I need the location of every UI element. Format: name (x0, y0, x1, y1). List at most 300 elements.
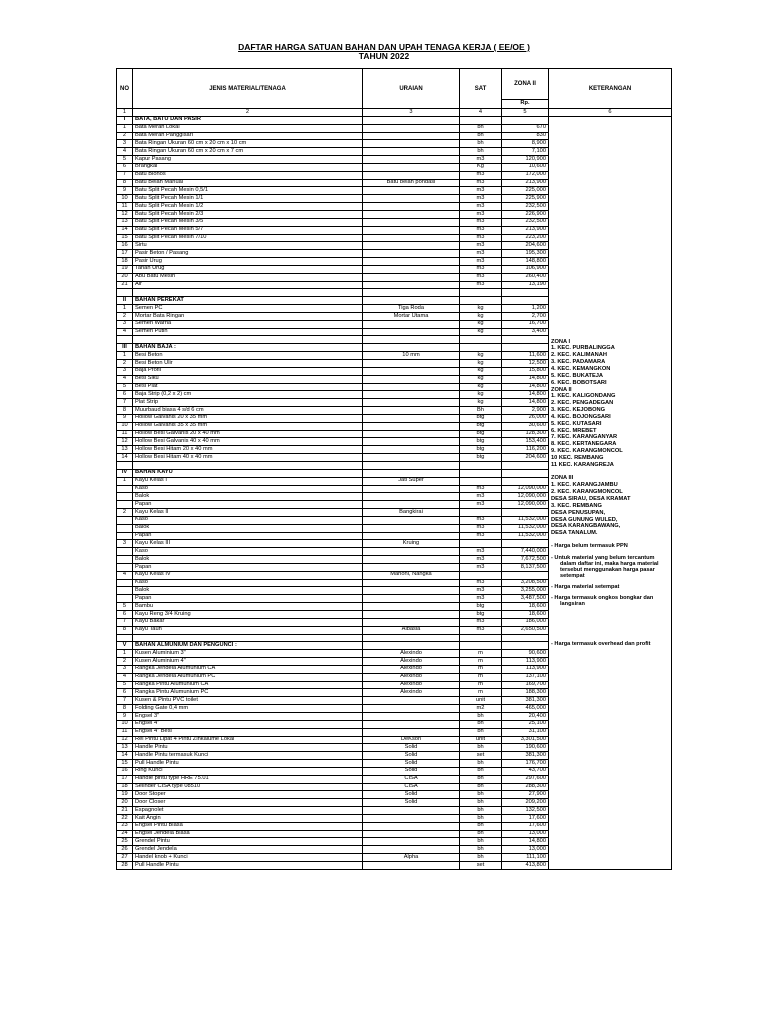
price-value: 2,700 (502, 312, 549, 320)
uraian-value (363, 563, 460, 571)
row-number: 2 (117, 132, 133, 140)
unit-value (460, 344, 502, 352)
uraian-value (363, 469, 460, 477)
row-number: 6 (117, 163, 133, 171)
row-number: 3 (117, 320, 133, 328)
price-value: 2,900 (502, 407, 549, 415)
zona-iii-line: 3. KEC. REMBANG (551, 502, 602, 509)
uraian-value (363, 720, 460, 728)
material-name: Batu Split Pecah Mesin 2/3 (133, 210, 363, 218)
zona-iii-line: DESA PENUSUPAN, (551, 509, 606, 516)
row-number: 4 (117, 673, 133, 681)
unit-value: m3 (460, 485, 502, 493)
material-name: Hollow Besi Galvanis 40 x 40 mm (133, 438, 363, 446)
unit-value: btg (460, 454, 502, 462)
material-name: Besi Siku (133, 375, 363, 383)
uraian-value (363, 556, 460, 564)
zona-i-line: ZONA I (551, 338, 571, 345)
unit-value: bh (460, 846, 502, 854)
column-number-row (117, 109, 672, 117)
colnum-5: 5 (502, 109, 549, 117)
row-number: 5 (117, 603, 133, 611)
uraian-value (363, 814, 460, 822)
material-name: Papan (133, 563, 363, 571)
row-number: 3 (117, 367, 133, 375)
material-name: Bata Merah Lokal (133, 124, 363, 132)
header-keterangan: KETERANGAN (549, 69, 672, 109)
unit-value (460, 116, 502, 124)
unit-value: m3 (460, 187, 502, 195)
material-name (133, 634, 363, 642)
unit-value (460, 469, 502, 477)
material-name: Engsel Jendela Biasa (133, 830, 363, 838)
material-name (133, 289, 363, 297)
uraian-value (363, 242, 460, 250)
uraian-value (363, 618, 460, 626)
uraian-value (363, 524, 460, 532)
unit-value: kg (460, 367, 502, 375)
price-value: 8,900 (502, 140, 549, 148)
material-name: Bambu (133, 603, 363, 611)
material-name: Kaso (133, 579, 363, 587)
row-number: 15 (117, 234, 133, 242)
uraian-value (363, 461, 460, 469)
unit-value (460, 634, 502, 642)
price-value: 148,800 (502, 258, 549, 266)
zona-ii-line: 6. KEC. MREBET (551, 427, 597, 434)
price-value: 169,700 (502, 681, 549, 689)
material-name: Brangkal (133, 163, 363, 171)
price-value (502, 642, 549, 650)
price-value: 3,255,000 (502, 587, 549, 595)
header-sat: SAT (460, 69, 502, 109)
price-value (502, 477, 549, 485)
unit-value: kg (460, 375, 502, 383)
table-header-row (117, 69, 672, 100)
material-name: Kaso (133, 516, 363, 524)
unit-value: m3 (460, 171, 502, 179)
material-name: Grendel Pintu (133, 838, 363, 846)
unit-value: kg (460, 360, 502, 368)
price-value: 172,000 (502, 171, 549, 179)
row-number: 7 (117, 399, 133, 407)
price-value: 14,800 (502, 838, 549, 846)
material-name: Batu Belah Manual (133, 179, 363, 187)
unit-value: m3 (460, 501, 502, 509)
uraian-value (363, 234, 460, 242)
unit-value: bh (460, 728, 502, 736)
row-number (117, 563, 133, 571)
price-value: 120,900 (502, 156, 549, 164)
unit-value: m3 (460, 626, 502, 634)
uraian-value (363, 187, 460, 195)
row-number: 5 (117, 383, 133, 391)
uraian-value (363, 697, 460, 705)
material-name: Handle pintu type HRE 75.01 (133, 775, 363, 783)
uraian-value: Solid (363, 744, 460, 752)
material-name: Espagnolet (133, 807, 363, 815)
material-name: Hollow Galvanis 20 x 35 mm (133, 414, 363, 422)
uraian-value (363, 210, 460, 218)
row-number (117, 493, 133, 501)
material-name: Muurbaud biasa 4 s/d 6 cm (133, 407, 363, 415)
price-value: 14,800 (502, 383, 549, 391)
unit-value: m3 (460, 548, 502, 556)
unit-value: bh (460, 838, 502, 846)
material-name: Kayu Kelas IV (133, 571, 363, 579)
unit-value: bh (460, 767, 502, 775)
uraian-value (363, 116, 460, 124)
row-number: 5 (117, 156, 133, 164)
unit-value: bh (460, 720, 502, 728)
unit-value: kg (460, 320, 502, 328)
price-value: 30,600 (502, 422, 549, 430)
price-value: 670 (502, 124, 549, 132)
unit-value: kg (460, 328, 502, 336)
uraian-value (363, 634, 460, 642)
price-value: 232,500 (502, 218, 549, 226)
price-value: 297,600 (502, 775, 549, 783)
unit-value: m3 (460, 265, 502, 273)
price-value: 17,600 (502, 814, 549, 822)
price-value: 12,090,000 (502, 485, 549, 493)
row-number: 7 (117, 171, 133, 179)
price-table-body (117, 69, 672, 870)
price-value: 176,700 (502, 760, 549, 768)
zona-ii-line: 10 KEC. REMBANG (551, 454, 604, 461)
price-value: 25,100 (502, 720, 549, 728)
uraian-value: CISA (363, 783, 460, 791)
row-number (117, 579, 133, 587)
row-number: 28 (117, 862, 133, 870)
material-name: Baja Profil (133, 367, 363, 375)
material-name: Rangka Jendela Alumunium PC (133, 673, 363, 681)
unit-value: m3 (460, 556, 502, 564)
material-name: Handle Pintu (133, 744, 363, 752)
keterangan-note: - Harga belum termasuk PPN (551, 543, 628, 550)
unit-value: m3 (460, 258, 502, 266)
material-name: Engsel 4" Besi (133, 728, 363, 736)
material-name: Batu Blonos (133, 171, 363, 179)
row-number: 14 (117, 752, 133, 760)
unit-value: set (460, 862, 502, 870)
material-name: Besi Beton (133, 352, 363, 360)
material-name (133, 336, 363, 344)
uraian-value (363, 807, 460, 815)
unit-value: m3 (460, 156, 502, 164)
row-number (117, 532, 133, 540)
price-value (502, 336, 549, 344)
uraian-value (363, 611, 460, 619)
unit-value: m (460, 665, 502, 673)
unit-value: m (460, 658, 502, 666)
material-name: Batu Split Pecah Mesin 3/5 (133, 218, 363, 226)
row-number: 6 (117, 611, 133, 619)
row-number: 12 (117, 736, 133, 744)
material-name: Kapur Pasang (133, 156, 363, 164)
material-name: Balok (133, 493, 363, 501)
row-number: 2 (117, 312, 133, 320)
uraian-value (363, 218, 460, 226)
unit-value: m3 (460, 226, 502, 234)
uraian-value (363, 226, 460, 234)
price-value: 186,000 (502, 618, 549, 626)
uraian-value (363, 367, 460, 375)
row-number (117, 516, 133, 524)
uraian-value: Alexindo (363, 689, 460, 697)
price-value: 11,600 (502, 352, 549, 360)
price-value: 128,300 (502, 430, 549, 438)
row-number: 13 (117, 744, 133, 752)
material-name: Kusen Aluminium 4" (133, 658, 363, 666)
row-number: 16 (117, 767, 133, 775)
material-name: Kayu Taun (133, 626, 363, 634)
material-name: Kayu Kelas III (133, 540, 363, 548)
uraian-value (363, 846, 460, 854)
uraian-value (363, 830, 460, 838)
uraian-value (363, 258, 460, 266)
document-title: DAFTAR HARGA SATUAN BAHAN DAN UPAH TENAGA KERJA ( EE/OE ) (238, 42, 530, 52)
unit-value: m3 (460, 195, 502, 203)
unit-value: unit (460, 697, 502, 705)
price-value: 14,800 (502, 391, 549, 399)
price-value: 18,600 (502, 603, 549, 611)
row-number (117, 587, 133, 595)
price-value: 137,100 (502, 673, 549, 681)
row-number: 5 (117, 681, 133, 689)
uraian-value (363, 642, 460, 650)
unit-value: m (460, 650, 502, 658)
unit-value: m (460, 681, 502, 689)
price-value: 13,000 (502, 846, 549, 854)
material-name: Ring Kunci (133, 767, 363, 775)
price-value: 12,500 (502, 360, 549, 368)
unit-value: bh (460, 854, 502, 862)
row-number: 3 (117, 140, 133, 148)
keterangan-note: - Untuk material yang belum tercantum dalam daftar ini, maka harga material tersebut menggunakan harga pasar setempat (551, 555, 659, 580)
unit-value: m3 (460, 524, 502, 532)
uraian-value: Alexindo (363, 658, 460, 666)
uraian-value (363, 548, 460, 556)
row-number: 19 (117, 791, 133, 799)
row-number: 17 (117, 250, 133, 258)
row-number: 21 (117, 807, 133, 815)
price-value: 18,600 (502, 611, 549, 619)
row-number: 6 (117, 391, 133, 399)
row-number: 23 (117, 822, 133, 830)
row-number (117, 634, 133, 642)
price-value (502, 289, 549, 297)
row-number: 2 (117, 658, 133, 666)
price-value: 13,190 (502, 281, 549, 289)
material-name: Rangka Pintu Alumunium PC (133, 689, 363, 697)
material-name: Hollow Galvanis 35 x 35 mm (133, 422, 363, 430)
colnum-6: 6 (549, 109, 672, 117)
unit-value: bh (460, 775, 502, 783)
header-jenis: JENIS MATERIAL/TENAGA (133, 69, 363, 109)
uraian-value (363, 140, 460, 148)
row-number: 11 (117, 728, 133, 736)
price-value (502, 461, 549, 469)
keterangan-note: - Harga material setempat (551, 584, 620, 591)
material-name: Hollow Besi Hitam 20 x 40 mm (133, 446, 363, 454)
uraian-value (363, 375, 460, 383)
uraian-value (363, 712, 460, 720)
price-value: 413,800 (502, 862, 549, 870)
row-number: III (117, 344, 133, 352)
unit-value: bh (460, 799, 502, 807)
keterangan-note: - Harga termasuk ongkos bongkar dan langsiran (551, 595, 654, 608)
material-name: Besi Beton Ulir (133, 360, 363, 368)
uraian-value (363, 289, 460, 297)
row-number: 12 (117, 438, 133, 446)
price-value: 10,600 (502, 163, 549, 171)
unit-value: Kg (460, 163, 502, 171)
price-value (502, 571, 549, 579)
zona-iii-line: DESA TANALUM. (551, 530, 598, 537)
unit-value: btg (460, 414, 502, 422)
row-number (117, 336, 133, 344)
unit-value: btg (460, 446, 502, 454)
price-value: 223,200 (502, 234, 549, 242)
uraian-value (363, 148, 460, 156)
uraian-value: Alexindo (363, 681, 460, 689)
uraian-value: Solid (363, 760, 460, 768)
uraian-value (363, 399, 460, 407)
price-value: 225,000 (502, 187, 549, 195)
zona-ii-line: 8. KEC. KERTANEGARA (551, 441, 617, 448)
price-value: 204,600 (502, 454, 549, 462)
price-value: 116,200 (502, 446, 549, 454)
row-number: 9 (117, 187, 133, 195)
unit-value: m (460, 689, 502, 697)
material-name: Handel knob + Kunci (133, 854, 363, 862)
unit-value: m3 (460, 618, 502, 626)
uraian-value (363, 407, 460, 415)
price-value: 381,300 (502, 697, 549, 705)
price-value: 14,800 (502, 399, 549, 407)
uraian-value: CISA (363, 775, 460, 783)
row-number: 10 (117, 195, 133, 203)
material-name: Door Closer (133, 799, 363, 807)
uraian-value (363, 250, 460, 258)
material-name: Selinder CISA type 08510 (133, 783, 363, 791)
uraian-value (363, 532, 460, 540)
price-value: 225,900 (502, 195, 549, 203)
uraian-value (363, 838, 460, 846)
unit-value: m3 (460, 587, 502, 595)
unit-value: m3 (460, 281, 502, 289)
row-number: 21 (117, 281, 133, 289)
price-value: 27,900 (502, 791, 549, 799)
price-value: 213,900 (502, 179, 549, 187)
price-value: 2,650,500 (502, 626, 549, 634)
material-name: Kaso (133, 485, 363, 493)
price-value: 14,800 (502, 375, 549, 383)
row-number: 26 (117, 846, 133, 854)
uraian-value (363, 414, 460, 422)
row-number: 16 (117, 242, 133, 250)
unit-value: m3 (460, 179, 502, 187)
row-number: V (117, 642, 133, 650)
unit-value: m3 (460, 493, 502, 501)
price-value: 113,900 (502, 658, 549, 666)
unit-value: bh (460, 712, 502, 720)
unit-value: m3 (460, 273, 502, 281)
price-value: 11,532,000 (502, 524, 549, 532)
price-value: 830 (502, 132, 549, 140)
unit-value: m3 (460, 595, 502, 603)
row-number: 13 (117, 218, 133, 226)
unit-value: m3 (460, 579, 502, 587)
price-value: 90,600 (502, 650, 549, 658)
zona-i-line: 1. KEC. PURBALINGGA (551, 345, 615, 352)
price-value: 260,400 (502, 273, 549, 281)
uraian-value (363, 862, 460, 870)
zona-iii-line: DESA SIRAU, DESA KRAMAT (551, 496, 631, 503)
material-name: Engsel 3" (133, 712, 363, 720)
material-name: Kaso (133, 548, 363, 556)
unit-value: kg (460, 352, 502, 360)
price-value: 153,400 (502, 438, 549, 446)
price-value: 113,900 (502, 665, 549, 673)
row-number: 6 (117, 689, 133, 697)
row-number: 8 (117, 179, 133, 187)
material-name: Hollow Besi Hitam 40 x 40 mm (133, 454, 363, 462)
material-name: BAHAN KAYU (133, 469, 363, 477)
row-number: IV (117, 469, 133, 477)
uraian-value (363, 485, 460, 493)
price-value (502, 540, 549, 548)
uraian-value (363, 344, 460, 352)
row-number: 2 (117, 360, 133, 368)
unit-value: bh (460, 124, 502, 132)
price-value: 11,532,000 (502, 516, 549, 524)
price-value: 3,487,500 (502, 595, 549, 603)
uraian-value: Mahoni, Nangka (363, 571, 460, 579)
material-name: Papan (133, 501, 363, 509)
unit-value (460, 540, 502, 548)
uraian-value (363, 336, 460, 344)
unit-value (460, 336, 502, 344)
uraian-value (363, 156, 460, 164)
material-name: Kayu Kelas I (133, 477, 363, 485)
colnum-4: 4 (460, 109, 502, 117)
row-number (117, 289, 133, 297)
material-name: Rangka Pintu Alumunium CA (133, 681, 363, 689)
unit-value (460, 571, 502, 579)
unit-value: m3 (460, 563, 502, 571)
unit-value: bh (460, 791, 502, 799)
row-number: 20 (117, 799, 133, 807)
uraian-value: Solid (363, 752, 460, 760)
unit-value: m2 (460, 705, 502, 713)
uraian-value: Bangkirai (363, 509, 460, 517)
uraian-value: Tiga Roda (363, 305, 460, 313)
price-value: 8,137,500 (502, 563, 549, 571)
unit-value: bh (460, 132, 502, 140)
row-number: 14 (117, 226, 133, 234)
row-number: 1 (117, 477, 133, 485)
keterangan-note: - Harga termasuk overhead dan profit (551, 641, 651, 648)
unit-value: btg (460, 611, 502, 619)
price-value: 288,300 (502, 783, 549, 791)
uraian-value: Solid (363, 767, 460, 775)
uraian-value (363, 493, 460, 501)
material-name: Papan (133, 595, 363, 603)
price-value: 7,672,500 (502, 556, 549, 564)
material-name: Rel Pintu Lipat 4 Pintu Zinkalume Lokal (133, 736, 363, 744)
